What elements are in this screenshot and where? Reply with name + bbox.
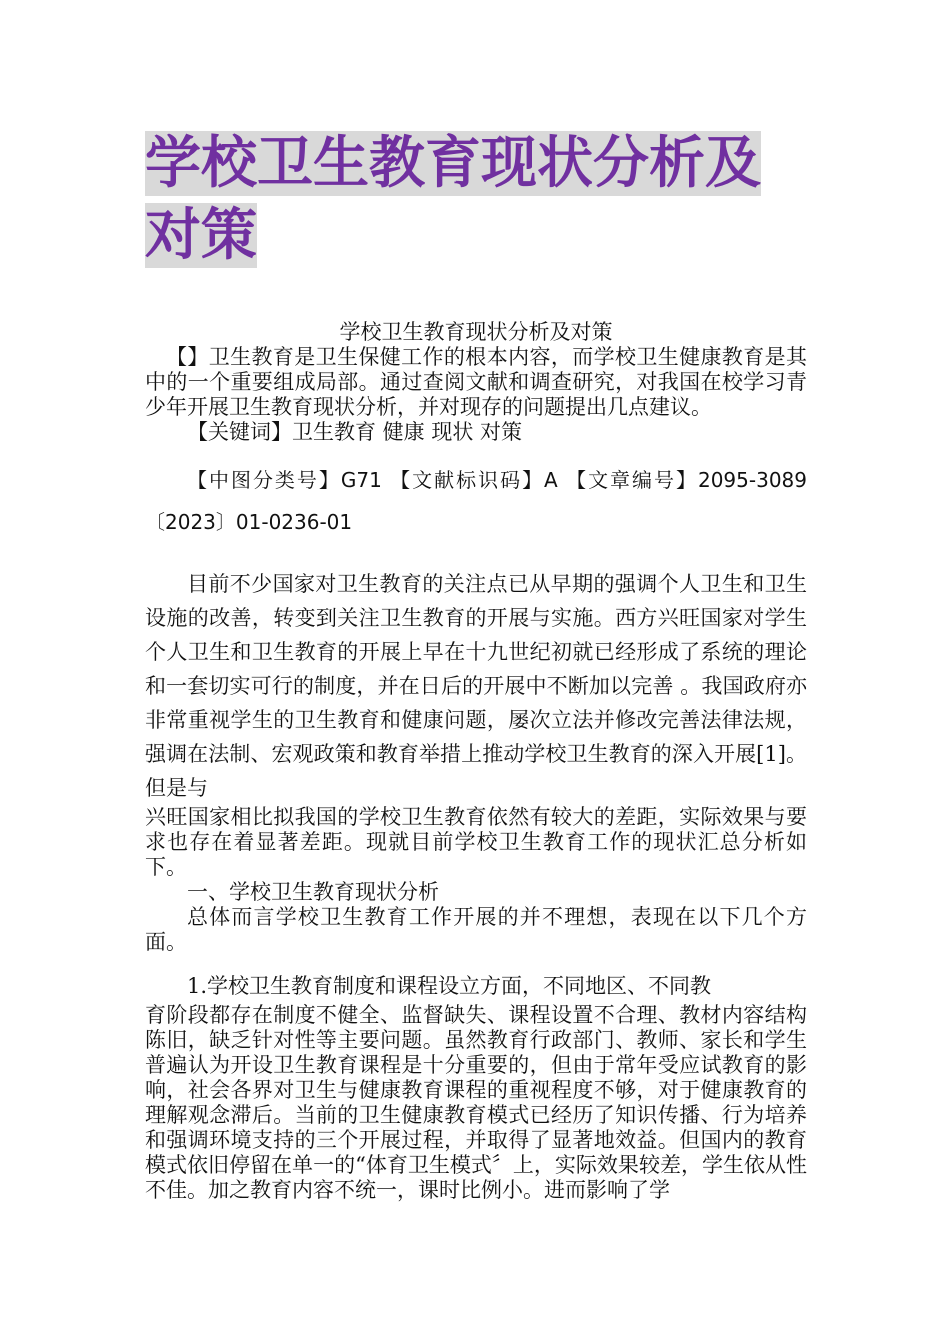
point-1-paragraph: 1.学校卫生教育制度和课程设立方面，不同地区、不同教 — [187, 974, 712, 998]
keywords-line: 【关键词】卫生教育 健康 现状 对策 — [187, 420, 523, 444]
section-heading-1: 一、学校卫生教育现状分析 — [187, 880, 439, 904]
classification-line: 【中图分类号】G71 【文献标识码】A 【文章编号】2095-3089〔2023〕01-0236-01 — [145, 468, 807, 534]
abstract-paragraph: 【】卫生教育是卫生保健工作的根本内容，而学校卫生健康教育是其中的一个重要组成局部。通过查阅文献和调查研究，对我国在校学习青少年开展卫生教育现状分析，并对现存的问题提出几点建议。 — [145, 345, 807, 419]
document-title-text: 学校卫生教育现状分析及对策 — [145, 131, 761, 268]
article-subtitle: 学校卫生教育现状分析及对策 — [339, 320, 613, 344]
intro-paragraph-continued: 兴旺国家相比拟我国的学校卫生教育依然有较大的差距，实际效果与要求也存在着显著差距。现就目前学校卫生教育工作的现状汇总分析如下。 — [145, 805, 807, 879]
intro-paragraph: 目前不少国家对卫生教育的关注点已从早期的强调个人卫生和卫生设施的改善，转变到关注卫生教育的开展与实施。西方兴旺国家对学生个人卫生和卫生教育的开展上早在十九世纪初就已经形成了系统的理论和一套切实可行的制度，并在日后的开展中不断加以完善 。我国政府亦非常重视学生的卫生教育和健康问题，屡次立法并修改完善法律法规，强调在法制、宏观政策和教育举措上推动学校卫生教育的深入开展[1]。但是与 — [145, 572, 807, 800]
summary-paragraph: 总体而言学校卫生教育工作开展的并不理想，表现在以下几个方面。 — [145, 905, 807, 954]
document-title — [145, 128, 815, 272]
document-body — [145, 320, 807, 1203]
point-1-paragraph-continued: 育阶段都存在制度不健全、监督缺失、课程设置不合理、教材内容结构陈旧，缺乏针对性等主要问题。虽然教育行政部门、教师、家长和学生普遍认为开设卫生教育课程是十分重要的，但由于常年受应试教育的影响，社会各界对卫生与健康教育课程的重视程度不够，对于健康教育的理解观念滞后。当前的卫生健康教育模式已经历了知识传播、行为培养和强调环境支持的三个开展过程，并取得了显著地效益。但国内的教育模式依旧停留在单一的“体育卫生模式〞上，实际效果较差，学生依从性不佳。加之教育内容不统一，课时比例小。进而影响了学 — [145, 1003, 807, 1202]
